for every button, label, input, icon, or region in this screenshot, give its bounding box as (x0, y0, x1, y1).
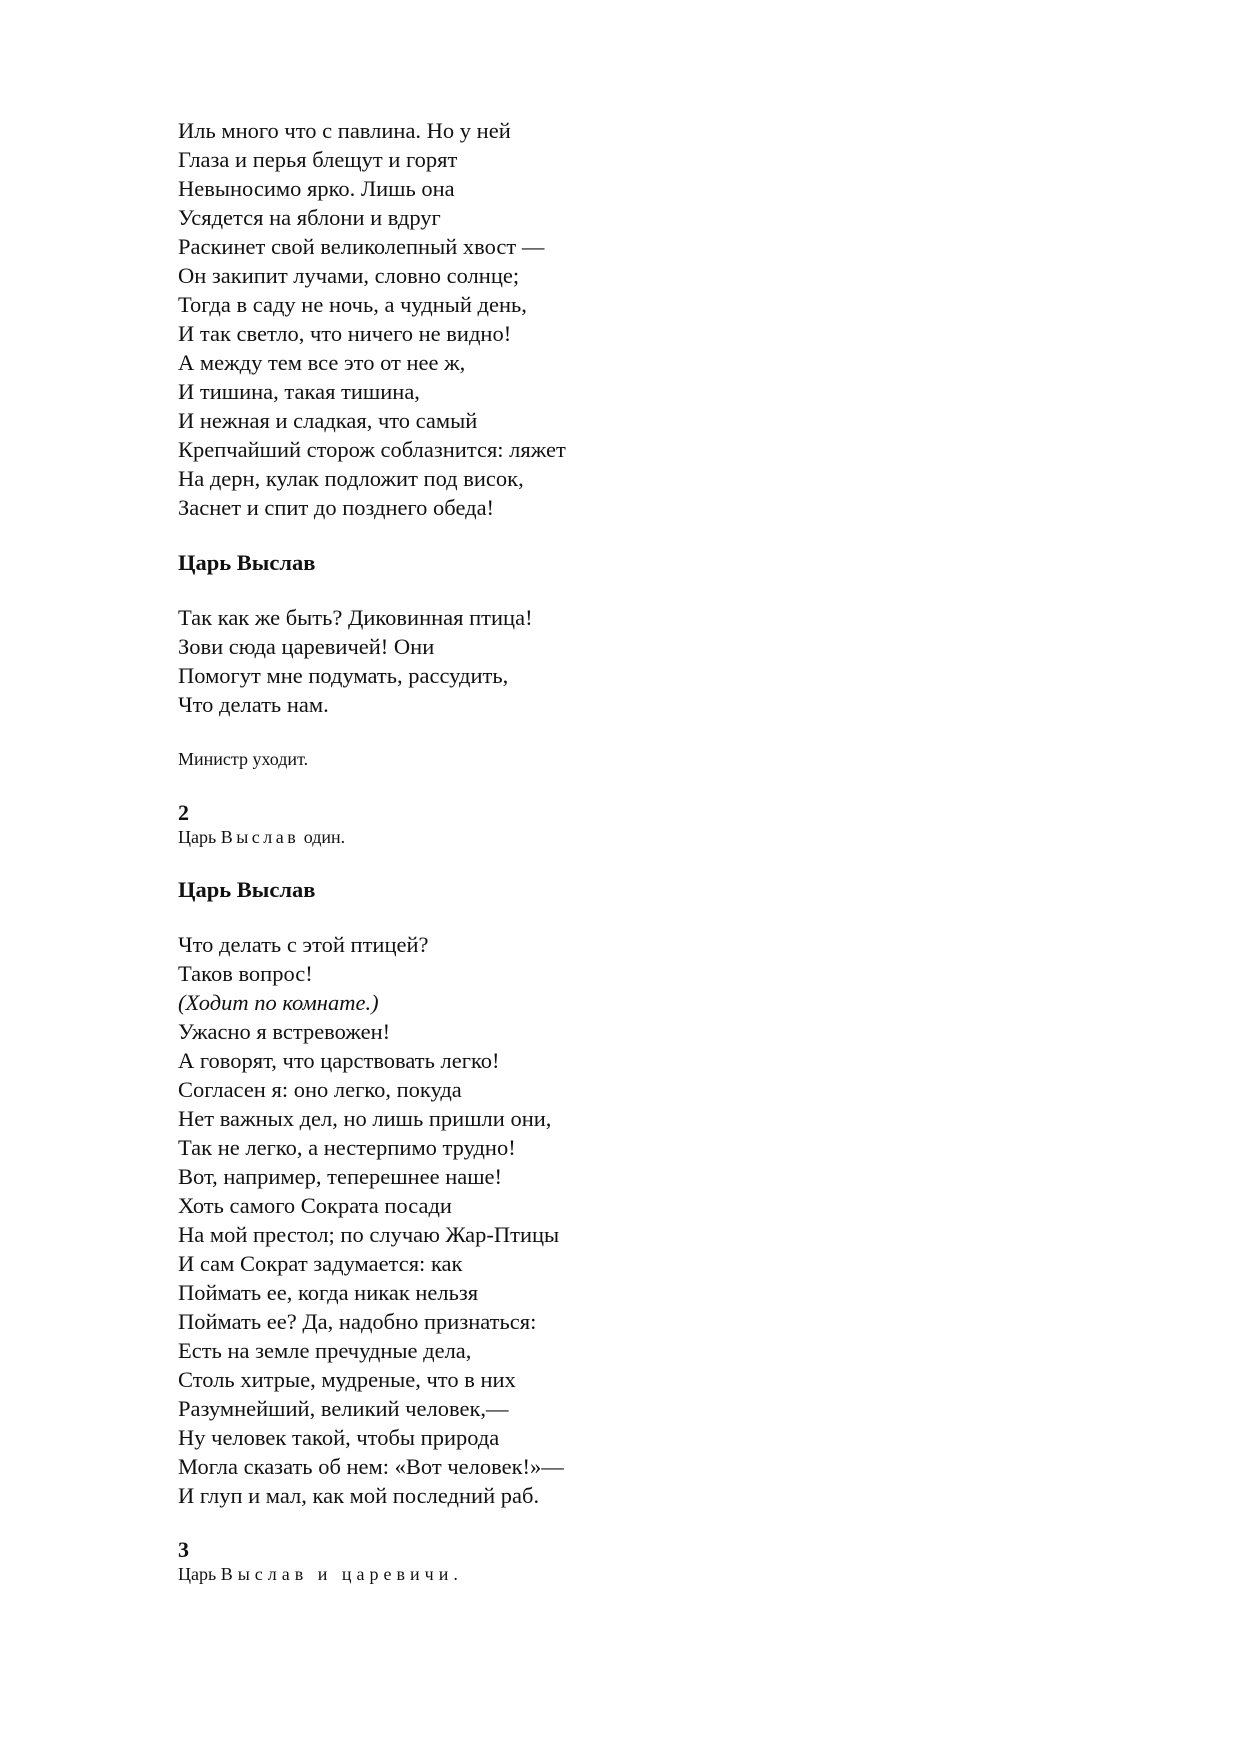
verse-line: Поймать ее, когда никак нельзя (178, 1280, 479, 1305)
verse-line: Поймать ее? Да, надобно признаться: (178, 1309, 537, 1334)
verse-line: Тогда в саду не ночь, а чудный день, (178, 292, 527, 317)
verse-line: Нет важных дел, но лишь пришли они, (178, 1106, 552, 1131)
verse-line: А между тем все это от нее ж, (178, 350, 466, 375)
verse-line: Иль много что с павлина. Но у ней (178, 118, 511, 143)
verse-line: А говорят, что царствовать легко! (178, 1048, 500, 1073)
scene-3 (178, 1538, 1078, 1586)
verse-line: Вот, например, теперешнее наше! (178, 1164, 503, 1189)
verse-line: И тишина, такая тишина, (178, 379, 420, 404)
verse-line: Таков вопрос! (178, 961, 313, 986)
verse-block-2 (178, 603, 1078, 719)
verse-line: И глуп и мал, как мой последний раб. (178, 1483, 540, 1508)
scene-stage-direction (178, 825, 1078, 849)
verse-line: Что делать с этой птицей? (178, 932, 429, 957)
verse-line: Столь хитрые, мудреные, что в них (178, 1367, 516, 1392)
verse-line: Разумнейший, великий человек,— (178, 1396, 509, 1421)
verse-line: Так как же быть? Диковинная птица! (178, 605, 533, 630)
verse-line: И сам Сократ задумается: как (178, 1251, 463, 1276)
stage-prefix: Царь (178, 1564, 217, 1584)
verse-line: Так не легко, а нестерпимо трудно! (178, 1135, 516, 1160)
stage-direction-inline: (Ходит по комнате.) (178, 990, 379, 1015)
verse-line: И нежная и сладкая, что самый (178, 408, 478, 433)
verse-line: Хоть самого Сократа посади (178, 1193, 452, 1218)
verse-line: На дерн, кулак подложит под висок, (178, 466, 524, 491)
verse-line: Раскинет свой великолепный хвост — (178, 234, 545, 259)
verse-line: Зови сюда царевичей! Они (178, 634, 435, 659)
scene-number: 2 (178, 800, 189, 825)
scene-2 (178, 801, 1078, 849)
stage-suffix: один. (303, 827, 346, 847)
verse-line: Он закипит лучами, словно солнце; (178, 263, 520, 288)
verse-line: Ужасно я встревожен! (178, 1019, 391, 1044)
stage-direction: Министр уходит. (178, 749, 309, 769)
verse-line: Что делать нам. (178, 692, 329, 717)
speaker-heading: Царь Выслав (178, 877, 316, 902)
document-page (178, 116, 1078, 1586)
verse-line: Согласен я: оно легко, покуда (178, 1077, 462, 1102)
verse-line: Есть на земле пречудные дела, (178, 1338, 472, 1363)
verse-line: Могла сказать об нем: «Вот человек!»— (178, 1454, 564, 1479)
stage-prefix: Царь (178, 827, 217, 847)
character-name: Выслав (220, 827, 300, 847)
verse-line: Ну человек такой, чтобы природа (178, 1425, 500, 1450)
scene-stage-direction (178, 1562, 1078, 1586)
verse-block-3 (178, 930, 1078, 1510)
speaker-heading: Царь Выслав (178, 550, 316, 575)
verse-line: На мой престол; по случаю Жар-Птицы (178, 1222, 560, 1247)
verse-line: Усядется на яблони и вдруг (178, 205, 441, 230)
verse-line: Глаза и перья блещут и горят (178, 147, 458, 172)
scene-number: 3 (178, 1537, 189, 1562)
verse-line: Крепчайший сторож соблазнится: ляжет (178, 437, 566, 462)
verse-block-1 (178, 116, 1078, 522)
character-names: Выслав и царевичи. (220, 1564, 463, 1584)
verse-line: Невыносимо ярко. Лишь она (178, 176, 455, 201)
verse-line: Помогут мне подумать, рассудить, (178, 663, 509, 688)
verse-line: Заснет и спит до позднего обеда! (178, 495, 495, 520)
verse-line: И так светло, что ничего не видно! (178, 321, 512, 346)
